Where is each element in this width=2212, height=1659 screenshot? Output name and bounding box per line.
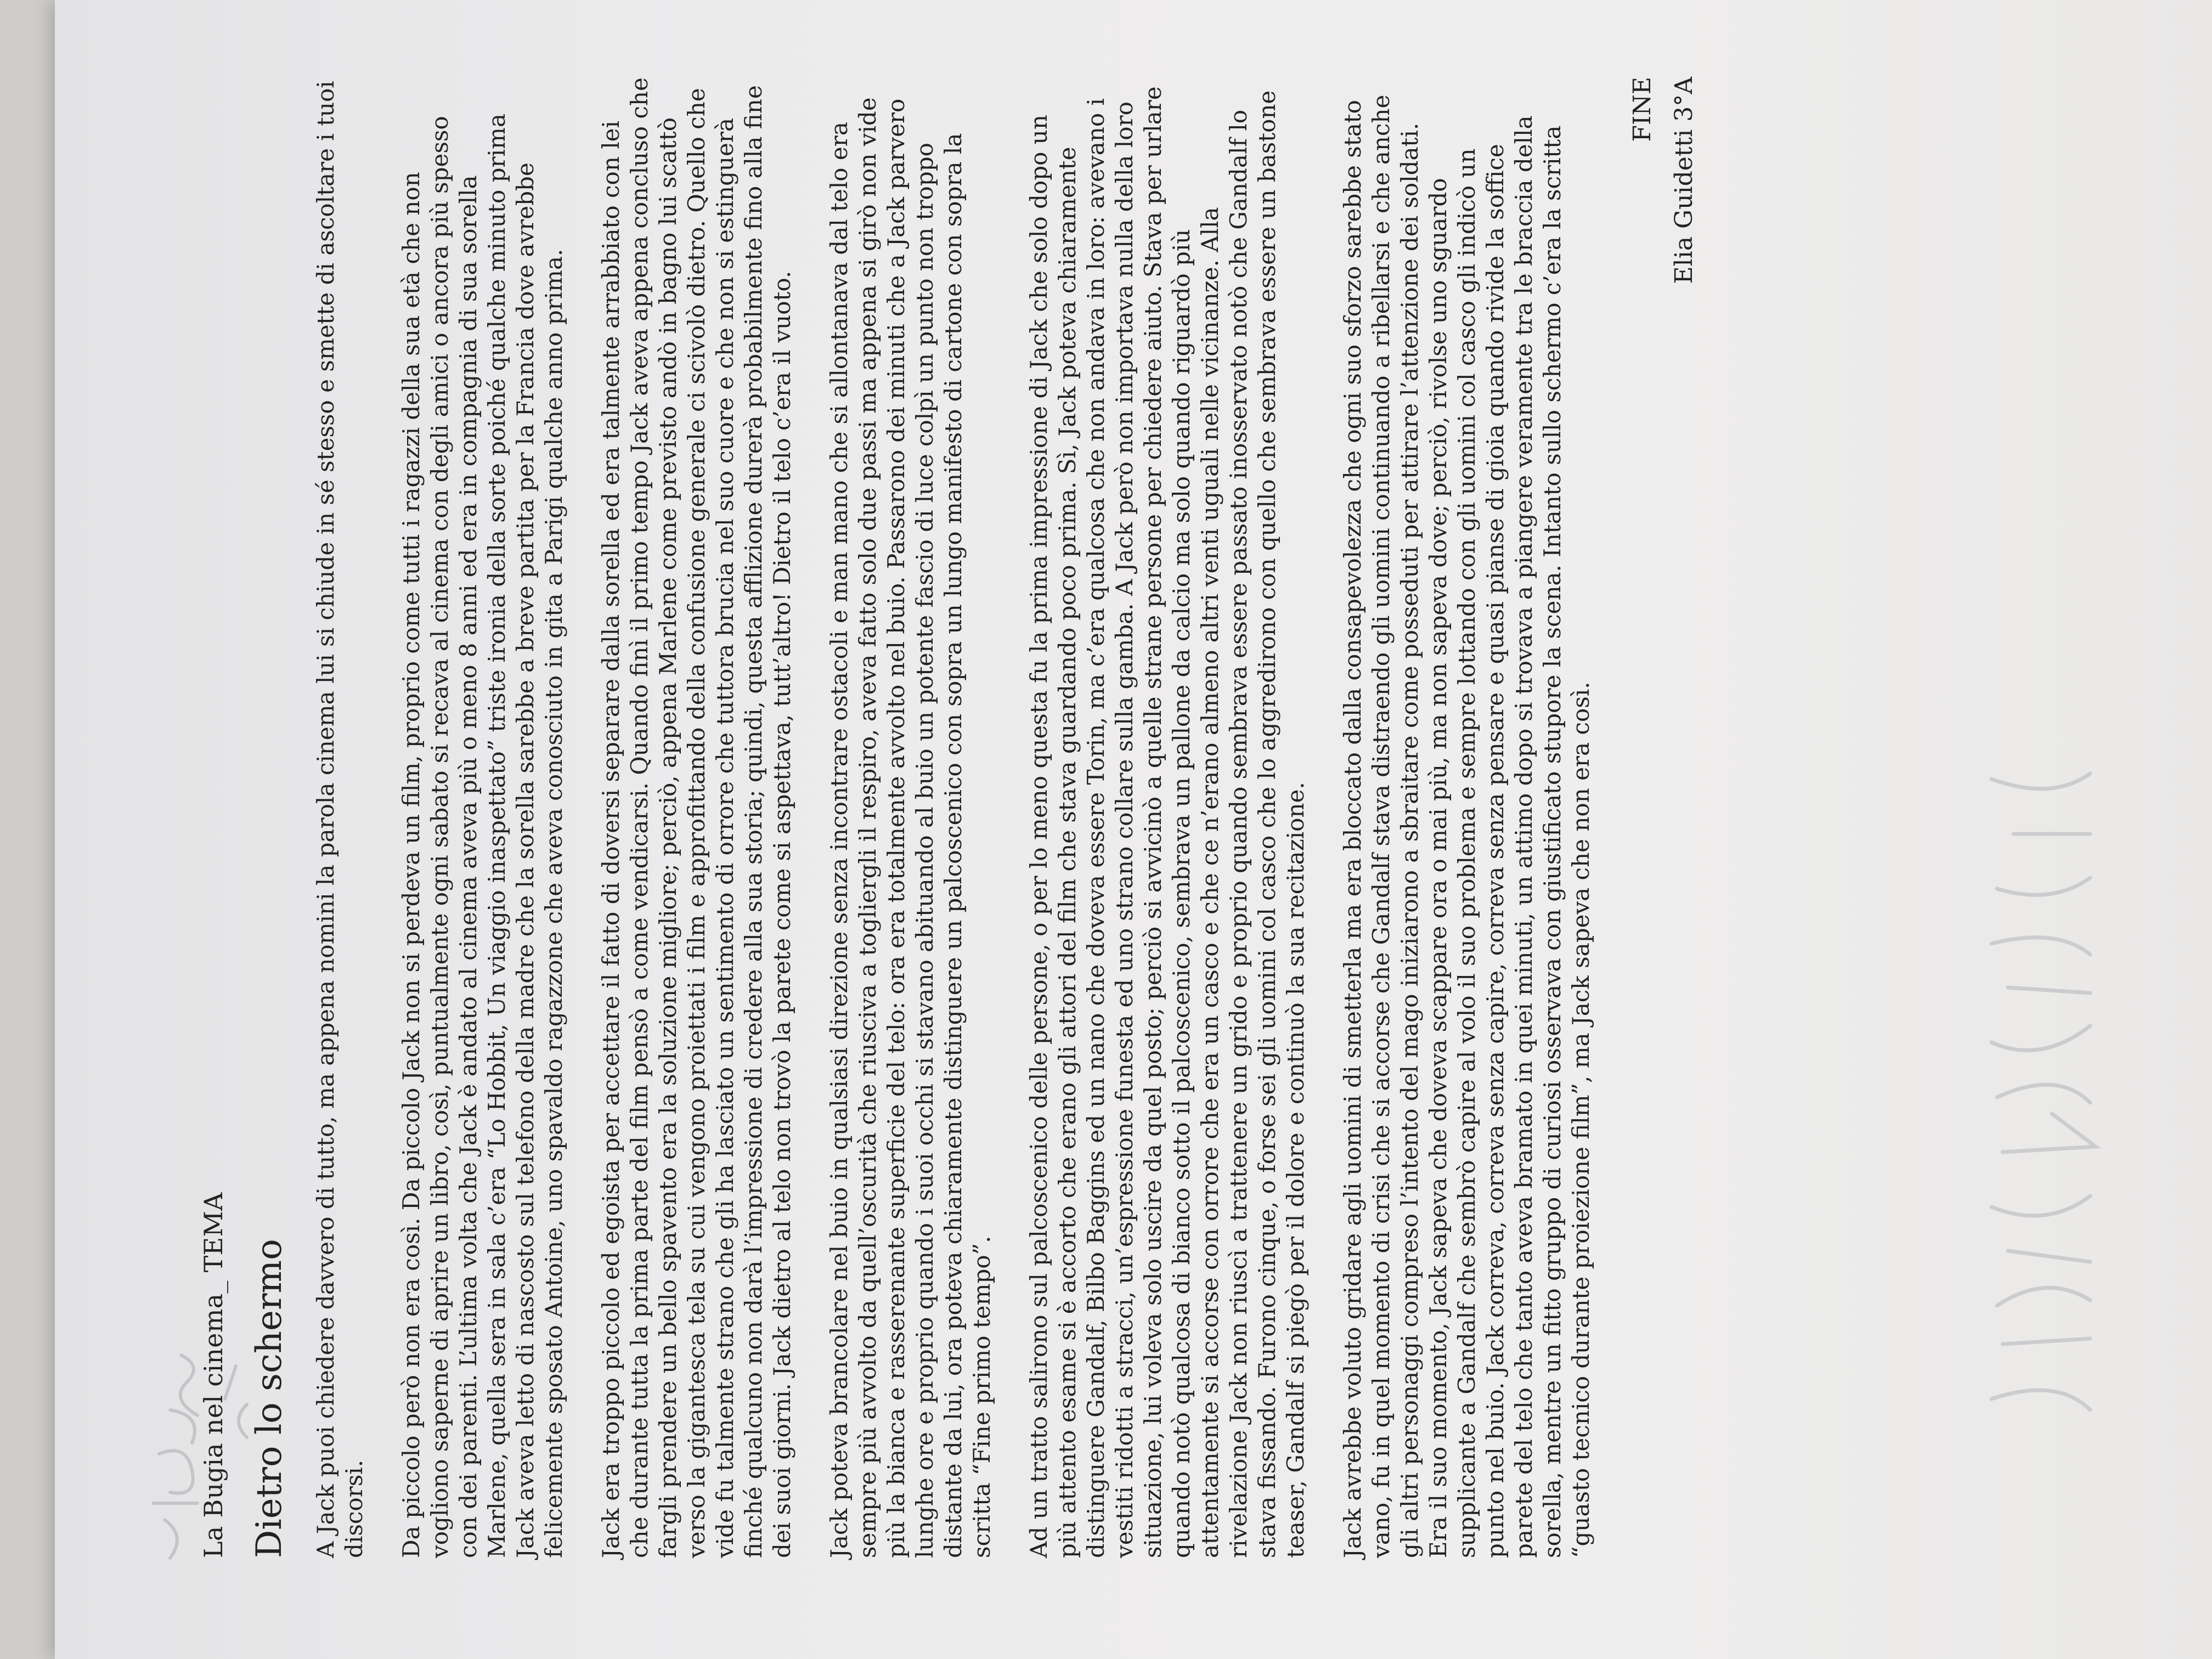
document-title: Dietro lo schermo <box>249 1239 290 1558</box>
paragraph-5: Ad un tratto salirono sul palcoscenico delle persone, o per lo meno questa fu la prima impressione di Jack che solo dopo un più attento esame si è accorto che erano gli attori del film che stava guardando poco prima. Sì, Jack poteva chiaramente distinguere Gandalf, Bilbo Baggins ed un nano che doveva essere Torin, ma c’era qualcosa che non andava in loro: avevano i vestiti ridotti a stracci, un’espressione funesta ed uno strano collare sulla gamba. A Jack però non importava nulla della loro situazione, lui voleva solo uscire da quel posto; perciò si avvicinò a quelle strane persone per chiedere aiuto. Stava per urlare quando notò qualcosa di bianco sotto il palcoscenico, sembrava un pallone da calcio ma solo quando riguardò più attentamente si accorse con orrore che era un casco e che ce n’erano almeno altri venti uguali nelle vicinanze. Alla rivelazione Jack non riuscì a trattenere un grido e proprio quando sembrava essere passato inosservato notò che Gandalf lo stava fissando. Furono cinque, o forse sei gli uomini col casco che lo aggredirono con quello che sembrava essere un bastone teaser, Gandalf si piegò per il dolore e continuò la sua recitazione. <box>1025 86 1309 1558</box>
end-mark: FINE <box>1628 77 1656 142</box>
paper-sheet <box>55 0 2212 1659</box>
paragraph-1: A Jack puoi chiedere davvero di tutto, ma appena nomini la parola cinema lui si chiude in sé stesso e smette di ascoltare i tuoi discorsi. <box>312 81 368 1558</box>
document-heading: La Bugia nel cinema_ TEMA <box>199 1192 228 1558</box>
paragraph-3: Jack era troppo piccolo ed egoista per accettare il fatto di doversi separare dalla sorella ed era talmente arrabbiato con lei che durante tutta la prima parte del film pensò a come vendicarsi. Quando finì il primo tempo Jack aveva appena concluso che fargli prendere un bello spavento era la soluzione migliore; perciò, appena Marlene come previsto andò in bagno lui scattò verso la gigantesca tela su cui vengono proiettati i film e approfittando della confusione generale ci scivolò dietro. Quello che vide fu talmente strano che gli ha lasciato un sentimento di orrore che tuttora brucia nel suo cuore e che non si estinguerà finché qualcuno non darà l’impressione di credere alla sua storia; quindi, questa afflizione durerà probabilmente fino alla fine dei suoi giorni. Jack dietro al telo non trovò la parete come si aspettava, tutt’altro! Dietro il telo c’era il vuoto. <box>597 77 795 1558</box>
paragraph-6: Jack avrebbe voluto gridare agli uomini di smetterla ma era bloccato dalla consapevolezza che ogni suo sforzo sarebbe stato vano, fu in quel momento di crisi che si accorse che Gandalf stava distraendo gli uomini continuando a ribellarsi e che anche gli altri personaggi compreso l’intento del mago iniziarono a sbraitare come posseduti per attirare l’attenzione dei soldati. Era il suo momento, Jack sapeva che doveva scappare ora o mai più, ma non sapeva dove; perciò, rivolse uno sguardo supplicante a Gandalf che sembrò capire al volo il suo problema e sempre lottando con gli uomini col casco gli indicò un punto nel buio. Jack correva, correva senza capire, correva senza pensare e quasi pianse di gioia quando rivide la soffice parete del telo che tanto aveva bramato in quei minuti, un attimo dopo si trovava a piangere veramente tra le braccia della sorella, mentre un fitto gruppo di curiosi osservava con giustificato stupore la scena. Intanto sullo schermo c’era la scritta “guasto tecnico durante proiezione film”, ma Jack sapeva che non era così. <box>1339 94 1594 1558</box>
paragraph-2: Da piccolo però non era così. Da piccolo Jack non si perdeva un film, proprio come tutti i ragazzi della sua età che non vogliono saperne di aprire un libro, così, puntualmente ogni sabato si recava al cinema con degli amici o ancora più spesso con dei parenti. L’ultima volta che Jack è andato al cinema aveva più o meno 8 anni ed era in compagnia di sua sorella Marlene, quella sera in sala c’era “Lo Hobbit, Un viaggio inaspettato” triste ironia della sorte poiché qualche minuto prima Jack aveva letto di nascosto sul telefono della madre che la sorella sarebbe a breve partita per la Francia dove avrebbe felicemente sposato Antoine, uno spavaldo ragazzone che aveva conosciuto in gita a Parigi qualche anno prima. <box>398 114 567 1558</box>
rotated-document-text <box>198 77 2172 1558</box>
paragraph-4: Jack poteva brancolare nel buio in qualsiasi direzione senza incontrare ostacoli e man mano che si allontanava dal telo era sempre più avvolto da quell’oscurità che riusciva a togliergli il respiro, aveva fatto solo due passi ma appena si girò non vide più la bianca e rasserenante superficie del telo: ora era totalmente avvolto nel buio. Passarono dei minuti che a Jack parvero lunghe ore e proprio quando i suoi occhi si stavano abituando al buio un potente fascio di luce colpì un punto non troppo distante da lui, ora poteva chiaramente distinguere un palcoscenico con sopra un lungo manifesto di cartone con sopra la scritta “Fine primo tempo”. <box>826 97 995 1558</box>
author-signature: Elia Guidetti 3°A <box>1670 77 1698 284</box>
